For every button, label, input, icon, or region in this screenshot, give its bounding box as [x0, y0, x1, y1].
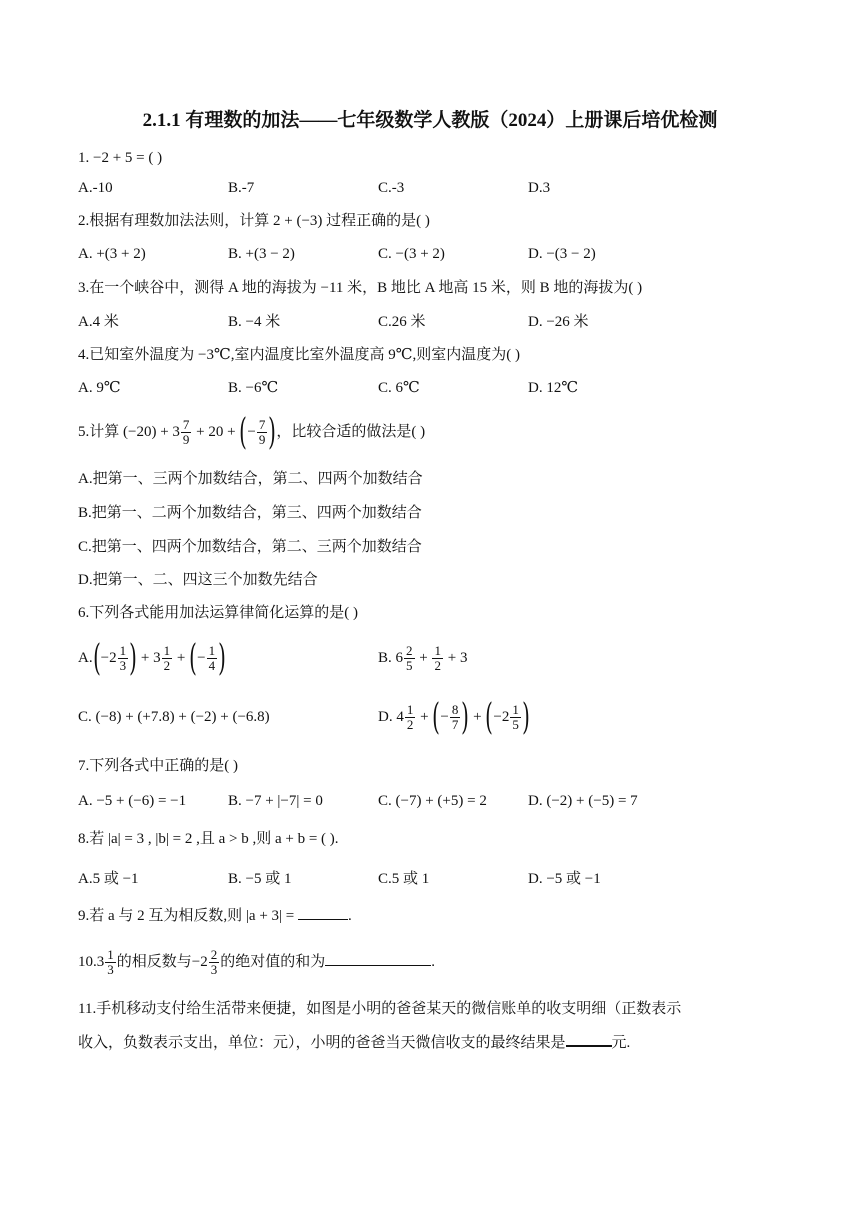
question-11-line-2: [78, 1031, 630, 1053]
question-6-stem: 6.下列各式能用加法运算律简化运算的是( ): [78, 605, 358, 621]
q1-option-a: A.-10: [78, 180, 113, 196]
question-5-stem: 5.计算 (−20) + 3 $\frac{7}{9}$ + 20 + (− $\frac{7}{9}$ )，比较合适的做法是( ): [78, 411, 426, 453]
question-3-stem: 3.在一个峡谷中，测得 A 地的海拔为 −11 米，B 地比 A 地高 15 米，则 B 地的海拔为( ): [78, 280, 643, 296]
q7-option-b: B. −7 + |−7| = 0: [228, 793, 323, 809]
q6-option-a: A.(−2 $\frac{1}{3}$ ) + 3 $\frac{1}{2}$ + (− $\frac{1}{4}$ ): [78, 637, 226, 679]
q8-option-b: B. −5 或 1: [228, 871, 292, 887]
q8-option-d: D. −5 或 −1: [528, 871, 601, 887]
question-1-stem: 1. −2 + 5 = ( ): [78, 150, 163, 166]
q8-option-a: A.5 或 −1: [78, 871, 139, 887]
q2-option-d: D. −(3 − 2): [528, 246, 596, 262]
q3-option-d: D. −26 米: [528, 314, 589, 330]
q5-option-a: A.把第一、三两个加数结合，第二、四两个加数结合: [78, 471, 423, 487]
q5-fraction-2: $\frac{7}{9}$: [258, 417, 266, 448]
q3-option-a: A.4 米: [78, 314, 119, 330]
q10-prefix: 10.: [78, 954, 97, 970]
q7-option-a: A. −5 + (−6) = −1: [78, 793, 187, 809]
q2-option-c: C. −(3 + 2): [378, 246, 445, 262]
q5-option-c: C.把第一、四两个加数结合，第二、三两个加数结合: [78, 539, 422, 555]
q9-text: 9.若 a 与 2 互为相反数,则 |a + 3| =: [78, 908, 298, 924]
q3-option-c: C.26 米: [378, 314, 426, 330]
q4-option-d: D. 12℃: [528, 380, 579, 396]
q11-text: 收入，负数表示支出，单位：元），小明的爸爸当天微信收支的最终结果是: [78, 1035, 566, 1051]
q7-option-c: C. (−7) + (+5) = 2: [378, 793, 487, 809]
q4-option-a: A. 9℃: [78, 380, 121, 396]
q10-tail: 的绝对值的和为: [220, 954, 326, 970]
q1-option-c: C.-3: [378, 180, 405, 196]
q5-suffix: ，比较合适的做法是( ): [276, 424, 426, 440]
q5-mid: + 20 +: [192, 424, 240, 440]
q6-option-b: B. 6 $\frac{2}{5}$ + $\frac{1}{2}$ + 3: [378, 643, 468, 674]
q6-option-d: D. 4 $\frac{1}{2}$ + (− $\frac{8}{7}$ ) + (−2 $\frac{1}{5}$ ): [378, 696, 530, 738]
q11-answer-blank[interactable]: [566, 1031, 612, 1047]
q10-mid: 的相反数与: [116, 954, 192, 970]
question-4-stem: 4.已知室外温度为 −3℃,室内温度比室外温度高 9℃,则室内温度为( ): [78, 347, 521, 363]
q11-end: 元.: [611, 1035, 631, 1051]
q8-option-c: C.5 或 1: [378, 871, 430, 887]
question-8-stem: 8.若 |a| = 3 , |b| = 2 ,且 a > b ,则 a + b = ( ).: [78, 831, 339, 847]
q4-option-b: B. −6℃: [228, 380, 279, 396]
page-title: 2.1.1 有理数的加法——七年级数学人教版（2024）上册课后培优检测: [142, 110, 718, 131]
q1-option-d: D.3: [528, 180, 551, 196]
q1-option-b: B.-7: [228, 180, 255, 196]
q2-option-a: A. +(3 + 2): [78, 246, 146, 262]
q10-answer-blank[interactable]: [325, 951, 431, 966]
question-7-stem: 7.下列各式中正确的是( ): [78, 758, 238, 774]
q10-end: .: [431, 954, 435, 970]
q7-option-d: D. (−2) + (−5) = 7: [528, 793, 638, 809]
q6-option-c: C. (−8) + (+7.8) + (−2) + (−6.8): [78, 709, 270, 725]
q5-prefix: 5.计算 (−20) + 3: [78, 424, 180, 440]
question-10: 10.3 $\frac{1}{3}$ 的相反数与−2 $\frac{2}{3}$ 的绝对值的和为 .: [78, 947, 435, 978]
q3-option-b: B. −4 米: [228, 314, 281, 330]
question-11-line-1: 11.手机移动支付给生活带来便捷，如图是小明的爸爸某天的微信账单的收支明细（正数表示: [78, 1001, 682, 1017]
q9-end: .: [348, 908, 352, 924]
question-9: [78, 905, 352, 926]
q2-option-b: B. +(3 − 2): [228, 246, 295, 262]
q9-answer-blank[interactable]: [298, 905, 348, 920]
q4-option-c: C. 6℃: [378, 380, 420, 396]
question-2-stem: 2.根据有理数加法法则，计算 2 + (−3) 过程正确的是( ): [78, 213, 430, 229]
q5-option-b: B.把第一、二两个加数结合，第三、四两个加数结合: [78, 505, 422, 521]
q5-option-d: D.把第一、二、四这三个加数先结合: [78, 572, 318, 588]
q5-fraction-1: $\frac{7}{9}$: [182, 417, 190, 448]
